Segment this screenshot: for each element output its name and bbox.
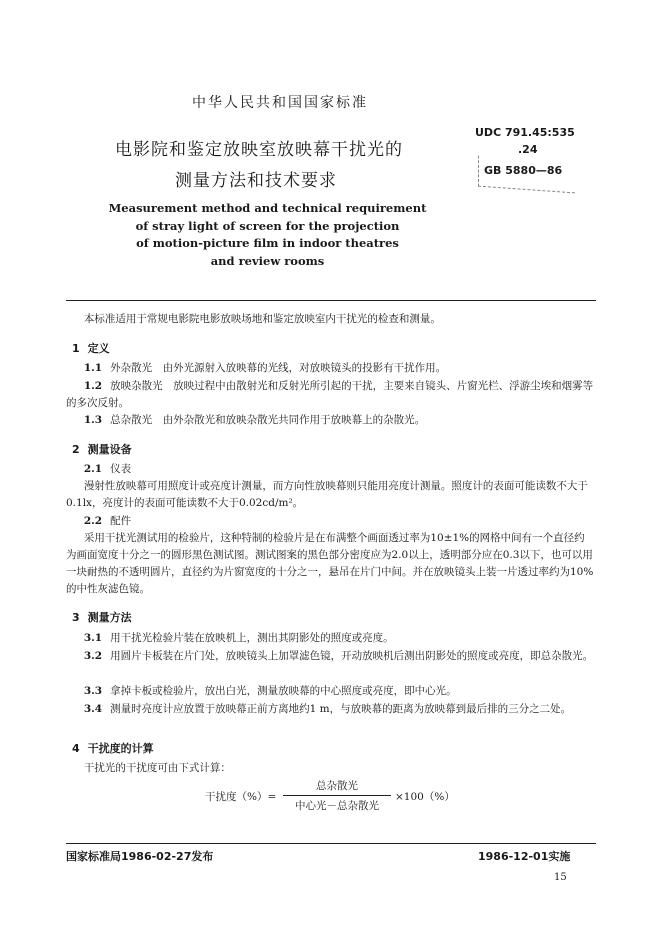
item-text: 外杂散光 由外光源射入放映幕的光线，对放映镜头的投影有干扰作用。 xyxy=(110,362,447,374)
section-number: 1 xyxy=(72,342,80,355)
subsection-2-2-title xyxy=(66,513,594,530)
item-text: 用圆片卡板装在片门处，放映镜头上加罩滤色镜，开动放映机后测出阴影处的照度或亮度，即总杂散光。 xyxy=(110,650,594,662)
section-number: 2 xyxy=(72,443,80,456)
intro-text: 本标准适用于常规电影院电影放映场地和鉴定放映室内干扰光的检查和测量。 xyxy=(83,313,441,325)
formula-denominator: 中心光－总杂散光 xyxy=(295,800,379,812)
item-number: 2.2 xyxy=(83,515,103,527)
item-text: 测量时亮度计应放置于放映幕正前方离地约1 m，与放映幕的距离为放映幕到最后排的三分之二处。 xyxy=(110,703,572,715)
item-number: 1.1 xyxy=(83,362,103,374)
udc-line-2: .24 xyxy=(518,143,538,156)
formula-fraction xyxy=(283,778,391,813)
page-number: 15 xyxy=(554,872,567,883)
formula-numerator: 总杂散光 xyxy=(283,778,391,796)
formula-rhs: ×100（%） xyxy=(395,791,455,803)
item-number: 2.1 xyxy=(83,463,103,475)
section-title: 测量方法 xyxy=(87,611,132,624)
udc-line-1: UDC 791.45:535 xyxy=(475,126,575,139)
formula-lhs: 干扰度（%）= xyxy=(205,791,277,803)
item-number: 1.2 xyxy=(83,380,103,392)
item-text: 用干扰光检验片装在放映机上，测出其阴影处的照度或亮度。 xyxy=(110,632,394,644)
footer-rule xyxy=(66,843,596,844)
item-3-1 xyxy=(66,630,594,647)
item-number: 1.3 xyxy=(83,414,103,426)
title-cn-line1: 电影院和鉴定放映室放映幕干扰光的 xyxy=(115,140,403,160)
item-1-2 xyxy=(66,378,594,412)
section-3-heading xyxy=(72,609,132,625)
item-number: 3.1 xyxy=(83,632,103,644)
item-3-2 xyxy=(66,648,594,665)
title-en xyxy=(70,200,465,270)
udc-code xyxy=(475,123,575,143)
effective-date: 1986-12-01实施 xyxy=(478,850,571,863)
item-number: 3.2 xyxy=(83,650,103,662)
item-number: 3.4 xyxy=(83,703,103,715)
section-number: 3 xyxy=(72,611,80,624)
title-en-line: of stray light of screen for the projection xyxy=(135,218,400,233)
item-text: 拿掉卡板或检验片，放出白光，测量放映幕的中心照度或亮度，即中心光。 xyxy=(110,685,457,697)
section-2-heading xyxy=(72,441,132,457)
item-title: 仪表 xyxy=(110,463,132,475)
section-4-heading xyxy=(72,740,154,756)
section-title: 干扰度的计算 xyxy=(87,742,154,755)
item-text: 总杂散光 由外杂散光和放映杂散光共同作用于放映幕上的杂散光。 xyxy=(110,414,426,426)
national-standard-heading: 中华人民共和国国家标准 xyxy=(192,95,368,111)
section-1-heading xyxy=(72,340,110,356)
title-en-line: Measurement method and technical requirement xyxy=(108,201,427,215)
title-en-line: and review rooms xyxy=(210,253,325,268)
item-1-3 xyxy=(66,412,594,429)
issue-date: 国家标准局1986-02-27发布 xyxy=(66,850,214,863)
title-en-line: of motion-picture film in indoor theatres xyxy=(136,236,399,250)
subsection-2-1-title xyxy=(66,461,594,478)
item-3-3 xyxy=(66,683,594,700)
section-title: 定义 xyxy=(87,342,110,355)
formula-intro: 干扰光的干扰度可由下式计算： xyxy=(83,762,231,774)
gb-code: GB 5880—86 xyxy=(484,164,563,177)
section-title: 测量设备 xyxy=(87,443,132,456)
item-1-1 xyxy=(66,360,594,377)
item-3-4 xyxy=(66,701,594,718)
title-cn-line2: 测量方法和技术要求 xyxy=(175,171,337,191)
section-number: 4 xyxy=(72,742,80,755)
item-number: 3.3 xyxy=(83,685,103,697)
item-text: 放映杂散光 放映过程中由散射光和反射光所引起的干扰，主要来自镜头、片窗光栏、浮游尘埃和烟雾等的多次反射。 xyxy=(66,380,594,409)
item-title: 配件 xyxy=(110,515,132,527)
subsection-2-2-text: 采用干扰光测试用的检验片，这种特制的检验片是在布满整个画面透过率为10±1%的网格中间有一个直径约为画面宽度十分之一的圆形黑色测试图。测试图案的黑色部分密度应为2.0以上，透明部分应在0.3以下，也可以用一块耐热的不透明圆片，直径约为片窗宽度的十分之一，悬吊在片门中间。并在放映镜头上装一片透过率约为10%的中性灰滤色镜。 xyxy=(66,532,594,595)
subsection-2-1-text: 漫射性放映幕可用照度计或亮度计测量，而方向性放映幕则只能用亮度计测量。照度计的表面可能读数不大于0.1lx，亮度计的表面可能读数不大于0.02cd/m²。 xyxy=(66,480,588,509)
header-rule xyxy=(66,300,596,301)
